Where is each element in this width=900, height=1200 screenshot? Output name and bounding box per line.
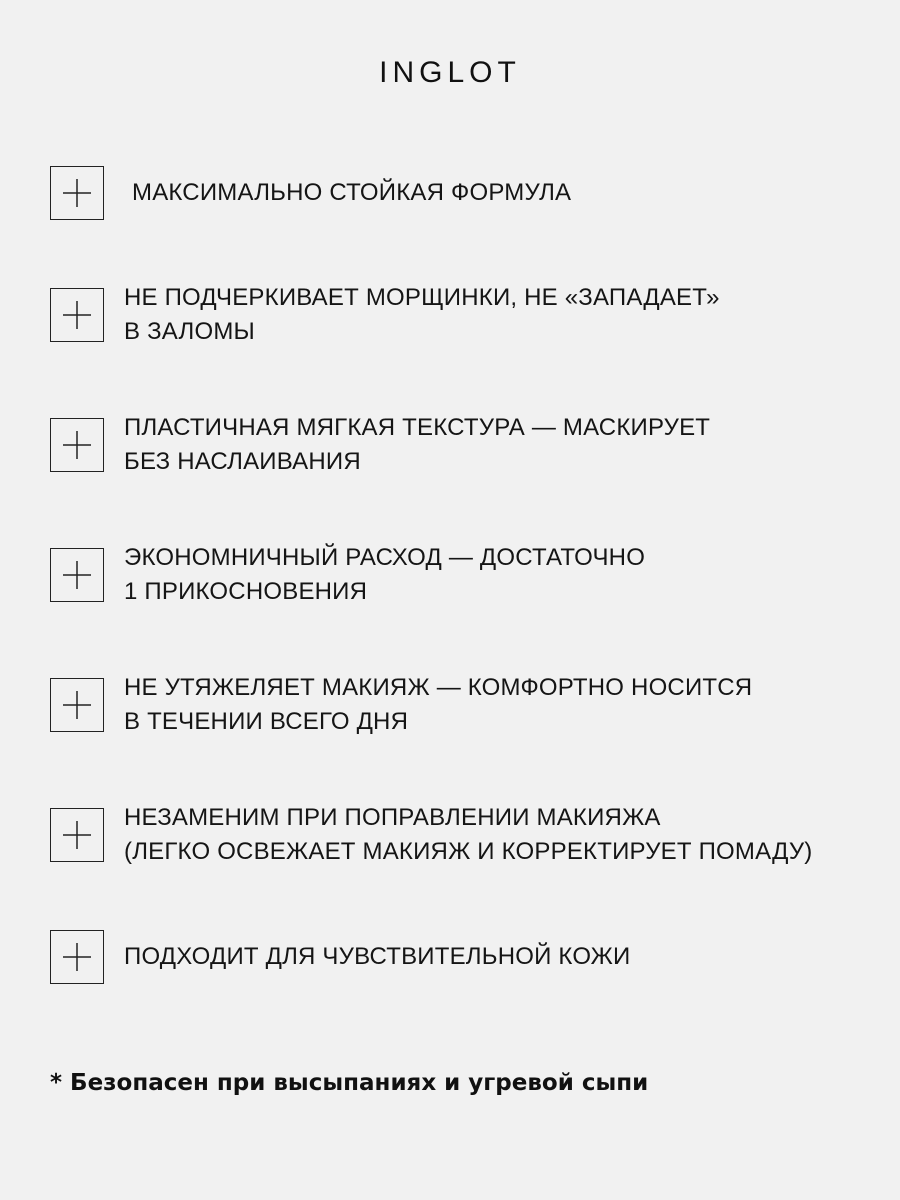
feature-item-sensitive-skin <box>50 930 850 990</box>
feature-item-texture <box>50 414 850 478</box>
plus-icon <box>50 930 104 984</box>
feature-line-1: НЕ УТЯЖЕЛЯЕТ МАКИЯЖ — КОМФОРТНО НОСИТСЯ <box>124 674 753 701</box>
plus-icon <box>50 288 104 342</box>
feature-line-2: БЕЗ НАСЛАИВАНИЯ <box>124 448 361 475</box>
feature-item-economy <box>50 544 850 608</box>
feature-item-touchup <box>50 804 850 868</box>
feature-line-1: НЕ ПОДЧЕРКИВАЕТ МОРЩИНКИ, НЕ «ЗАПАДАЕТ» <box>124 284 720 311</box>
feature-line-2: (ЛЕГКО ОСВЕЖАЕТ МАКИЯЖ И КОРРЕКТИРУЕТ ПОМАДУ) <box>124 838 813 865</box>
feature-line-1: ПЛАСТИЧНАЯ МЯГКАЯ ТЕКСТУРА — МАСКИРУЕТ <box>124 414 711 441</box>
feature-text <box>124 281 844 349</box>
feature-item-formula <box>50 166 850 226</box>
plus-icon <box>50 808 104 862</box>
feature-line-1: ЭКОНОМНИЧНЫЙ РАСХОД — ДОСТАТОЧНО <box>124 544 646 571</box>
feature-text <box>124 940 844 974</box>
feature-line-2: 1 ПРИКОСНОВЕНИЯ <box>124 578 368 605</box>
feature-line-2: В ТЕЧЕНИИ ВСЕГО ДНЯ <box>124 708 409 735</box>
plus-icon <box>50 166 104 220</box>
feature-text <box>124 801 844 869</box>
feature-line-1: ПОДХОДИТ ДЛЯ ЧУВСТВИТЕЛЬНОЙ КОЖИ <box>124 943 631 970</box>
feature-line-1: НЕЗАМЕНИМ ПРИ ПОПРАВЛЕНИИ МАКИЯЖА <box>124 804 661 831</box>
feature-text <box>132 176 852 210</box>
feature-line-2: В ЗАЛОМЫ <box>124 318 255 345</box>
feature-item-comfort <box>50 674 850 738</box>
brand-logo: INGLOT <box>379 56 521 89</box>
feature-text <box>124 411 844 479</box>
plus-icon <box>50 418 104 472</box>
footnote: * Безопасен при высыпаниях и угревой сыпи <box>50 1070 649 1096</box>
plus-icon <box>50 678 104 732</box>
feature-item-wrinkles <box>50 284 850 348</box>
plus-icon <box>50 548 104 602</box>
feature-text <box>124 541 844 609</box>
feature-text <box>124 671 844 739</box>
feature-line-1: МАКСИМАЛЬНО СТОЙКАЯ ФОРМУЛА <box>132 179 572 206</box>
